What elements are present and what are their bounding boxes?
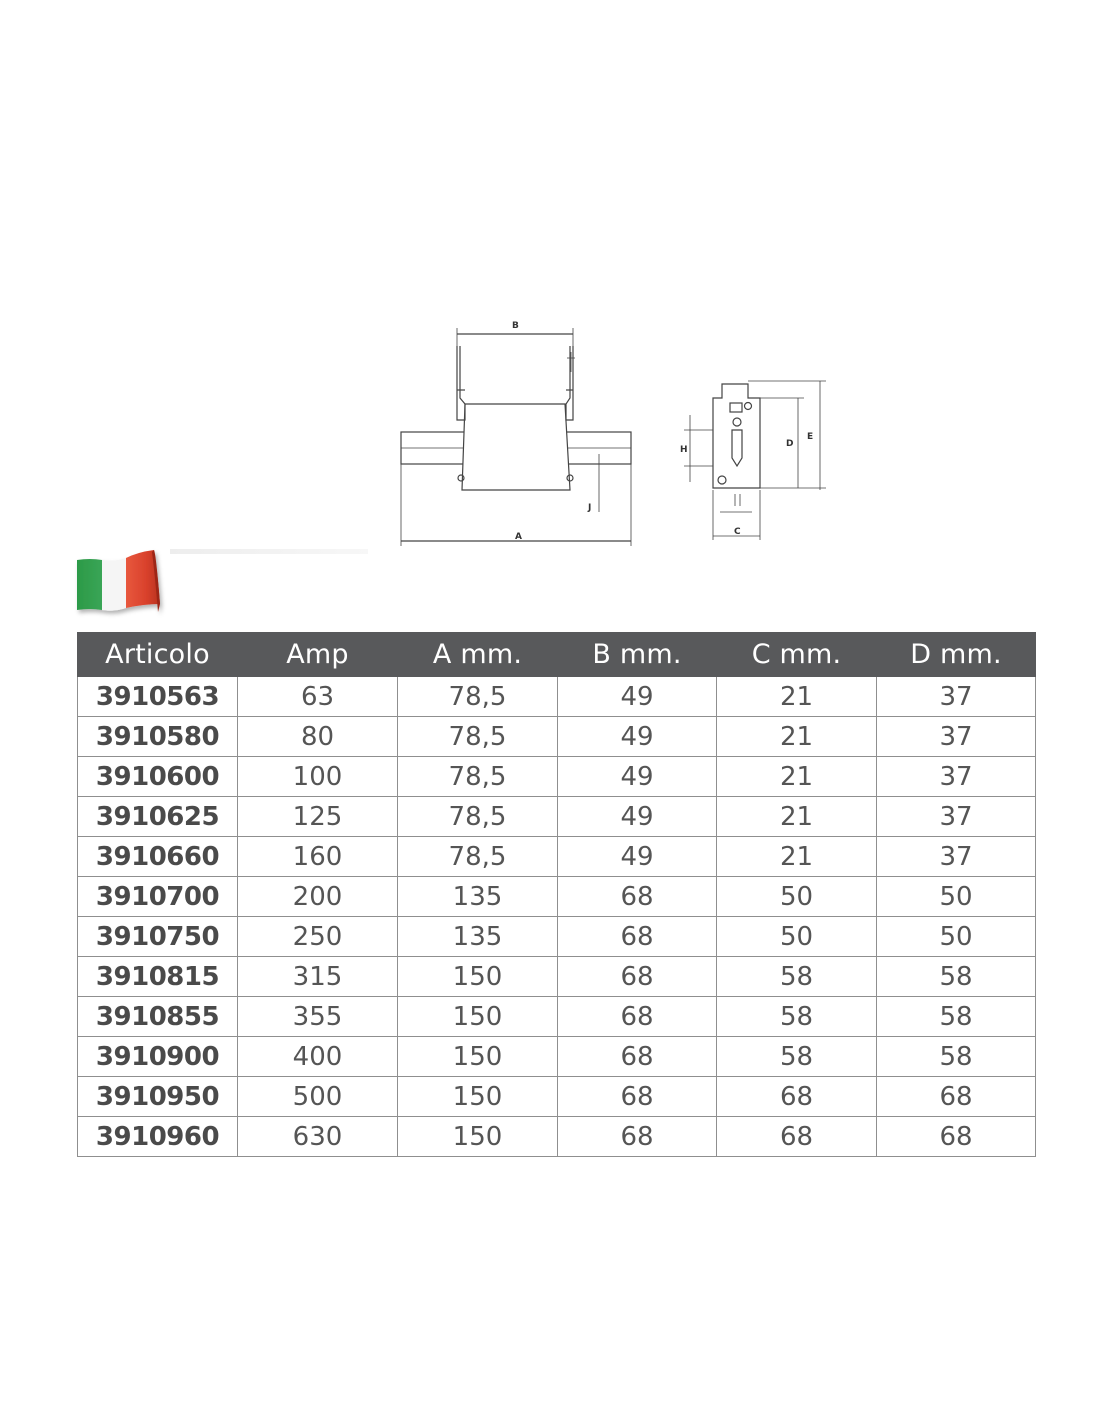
article-code-cell: 3910660 [78, 837, 238, 877]
a-mm-cell: 150 [398, 997, 558, 1037]
amp-cell: 355 [238, 997, 398, 1037]
a-mm-cell: 150 [398, 1117, 558, 1157]
table-row [78, 917, 1036, 957]
table-row [78, 797, 1036, 837]
d-mm-cell: 50 [877, 877, 1036, 917]
article-code-cell: 3910563 [78, 677, 238, 717]
a-mm-cell: 78,5 [398, 757, 558, 797]
article-code-cell: 3910960 [78, 1117, 238, 1157]
c-mm-cell: 21 [717, 677, 877, 717]
fuse-end-view [713, 384, 760, 488]
b-mm-cell: 68 [558, 1077, 717, 1117]
dim-label-a: A [515, 532, 522, 542]
italy-flag-icon [72, 546, 172, 622]
d-mm-cell: 58 [877, 997, 1036, 1037]
amp-cell: 500 [238, 1077, 398, 1117]
b-mm-cell: 68 [558, 957, 717, 997]
table-row [78, 677, 1036, 717]
d-mm-cell: 37 [877, 677, 1036, 717]
fuse-dimension-drawing [380, 310, 850, 555]
c-mm-cell: 58 [717, 997, 877, 1037]
table-row [78, 717, 1036, 757]
table-row [78, 877, 1036, 917]
c-mm-cell: 21 [717, 717, 877, 757]
b-mm-cell: 68 [558, 997, 717, 1037]
a-mm-cell: 150 [398, 1037, 558, 1077]
table-row [78, 1117, 1036, 1157]
d-mm-cell: 50 [877, 917, 1036, 957]
d-mm-cell: 37 [877, 757, 1036, 797]
b-mm-cell: 49 [558, 717, 717, 757]
b-mm-cell: 49 [558, 837, 717, 877]
amp-cell: 250 [238, 917, 398, 957]
header-c-mm: C mm. [717, 633, 877, 677]
b-mm-cell: 68 [558, 877, 717, 917]
c-mm-cell: 21 [717, 837, 877, 877]
amp-cell: 315 [238, 957, 398, 997]
header-d-mm: D mm. [877, 633, 1036, 677]
article-code-cell: 3910625 [78, 797, 238, 837]
table-row [78, 1077, 1036, 1117]
d-mm-cell: 58 [877, 957, 1036, 997]
fuse-body [462, 404, 570, 490]
amp-cell: 63 [238, 677, 398, 717]
dim-label-j: J [588, 503, 592, 513]
c-mm-cell: 21 [717, 757, 877, 797]
a-mm-cell: 78,5 [398, 677, 558, 717]
amp-cell: 80 [238, 717, 398, 757]
a-mm-cell: 78,5 [398, 717, 558, 757]
c-mm-cell: 21 [717, 797, 877, 837]
d-mm-cell: 37 [877, 717, 1036, 757]
d-mm-cell: 37 [877, 797, 1036, 837]
c-mm-cell: 58 [717, 957, 877, 997]
dim-label-c: C [734, 527, 741, 537]
amp-cell: 200 [238, 877, 398, 917]
dim-label-d: D [786, 439, 794, 449]
b-mm-cell: 68 [558, 1037, 717, 1077]
a-mm-cell: 135 [398, 917, 558, 957]
b-mm-cell: 68 [558, 1117, 717, 1157]
amp-cell: 630 [238, 1117, 398, 1157]
d-mm-cell: 58 [877, 1037, 1036, 1077]
table-row [78, 837, 1036, 877]
b-mm-cell: 68 [558, 917, 717, 957]
fuse-spec-table [77, 632, 1036, 1157]
amp-cell: 100 [238, 757, 398, 797]
b-mm-cell: 49 [558, 677, 717, 717]
header-a-mm: A mm. [398, 633, 558, 677]
c-mm-cell: 68 [717, 1077, 877, 1117]
a-mm-cell: 150 [398, 1077, 558, 1117]
b-mm-cell: 49 [558, 757, 717, 797]
article-code-cell: 3910855 [78, 997, 238, 1037]
d-mm-cell: 68 [877, 1077, 1036, 1117]
amp-cell: 125 [238, 797, 398, 837]
table-row [78, 1037, 1036, 1077]
c-mm-cell: 58 [717, 1037, 877, 1077]
article-code-cell: 3910815 [78, 957, 238, 997]
article-code-cell: 3910700 [78, 877, 238, 917]
dim-label-e: E [807, 432, 814, 442]
article-code-cell: 3910580 [78, 717, 238, 757]
article-code-cell: 3910600 [78, 757, 238, 797]
dim-label-h: H [680, 445, 688, 455]
header-articolo: Articolo [78, 633, 238, 677]
header-amp: Amp [238, 633, 398, 677]
a-mm-cell: 135 [398, 877, 558, 917]
dim-label-b: B [512, 321, 519, 331]
table-row [78, 957, 1036, 997]
amp-cell: 400 [238, 1037, 398, 1077]
article-code-cell: 3910950 [78, 1077, 238, 1117]
c-mm-cell: 50 [717, 917, 877, 957]
article-code-cell: 3910900 [78, 1037, 238, 1077]
header-b-mm: B mm. [558, 633, 717, 677]
d-mm-cell: 68 [877, 1117, 1036, 1157]
table-body [78, 677, 1036, 1157]
c-mm-cell: 50 [717, 877, 877, 917]
a-mm-cell: 78,5 [398, 797, 558, 837]
table-row [78, 997, 1036, 1037]
article-code-cell: 3910750 [78, 917, 238, 957]
b-mm-cell: 49 [558, 797, 717, 837]
table-header-row [78, 633, 1036, 677]
table-row [78, 757, 1036, 797]
a-mm-cell: 78,5 [398, 837, 558, 877]
d-mm-cell: 37 [877, 837, 1036, 877]
amp-cell: 160 [238, 837, 398, 877]
a-mm-cell: 150 [398, 957, 558, 997]
divider-line [170, 549, 368, 554]
c-mm-cell: 68 [717, 1117, 877, 1157]
